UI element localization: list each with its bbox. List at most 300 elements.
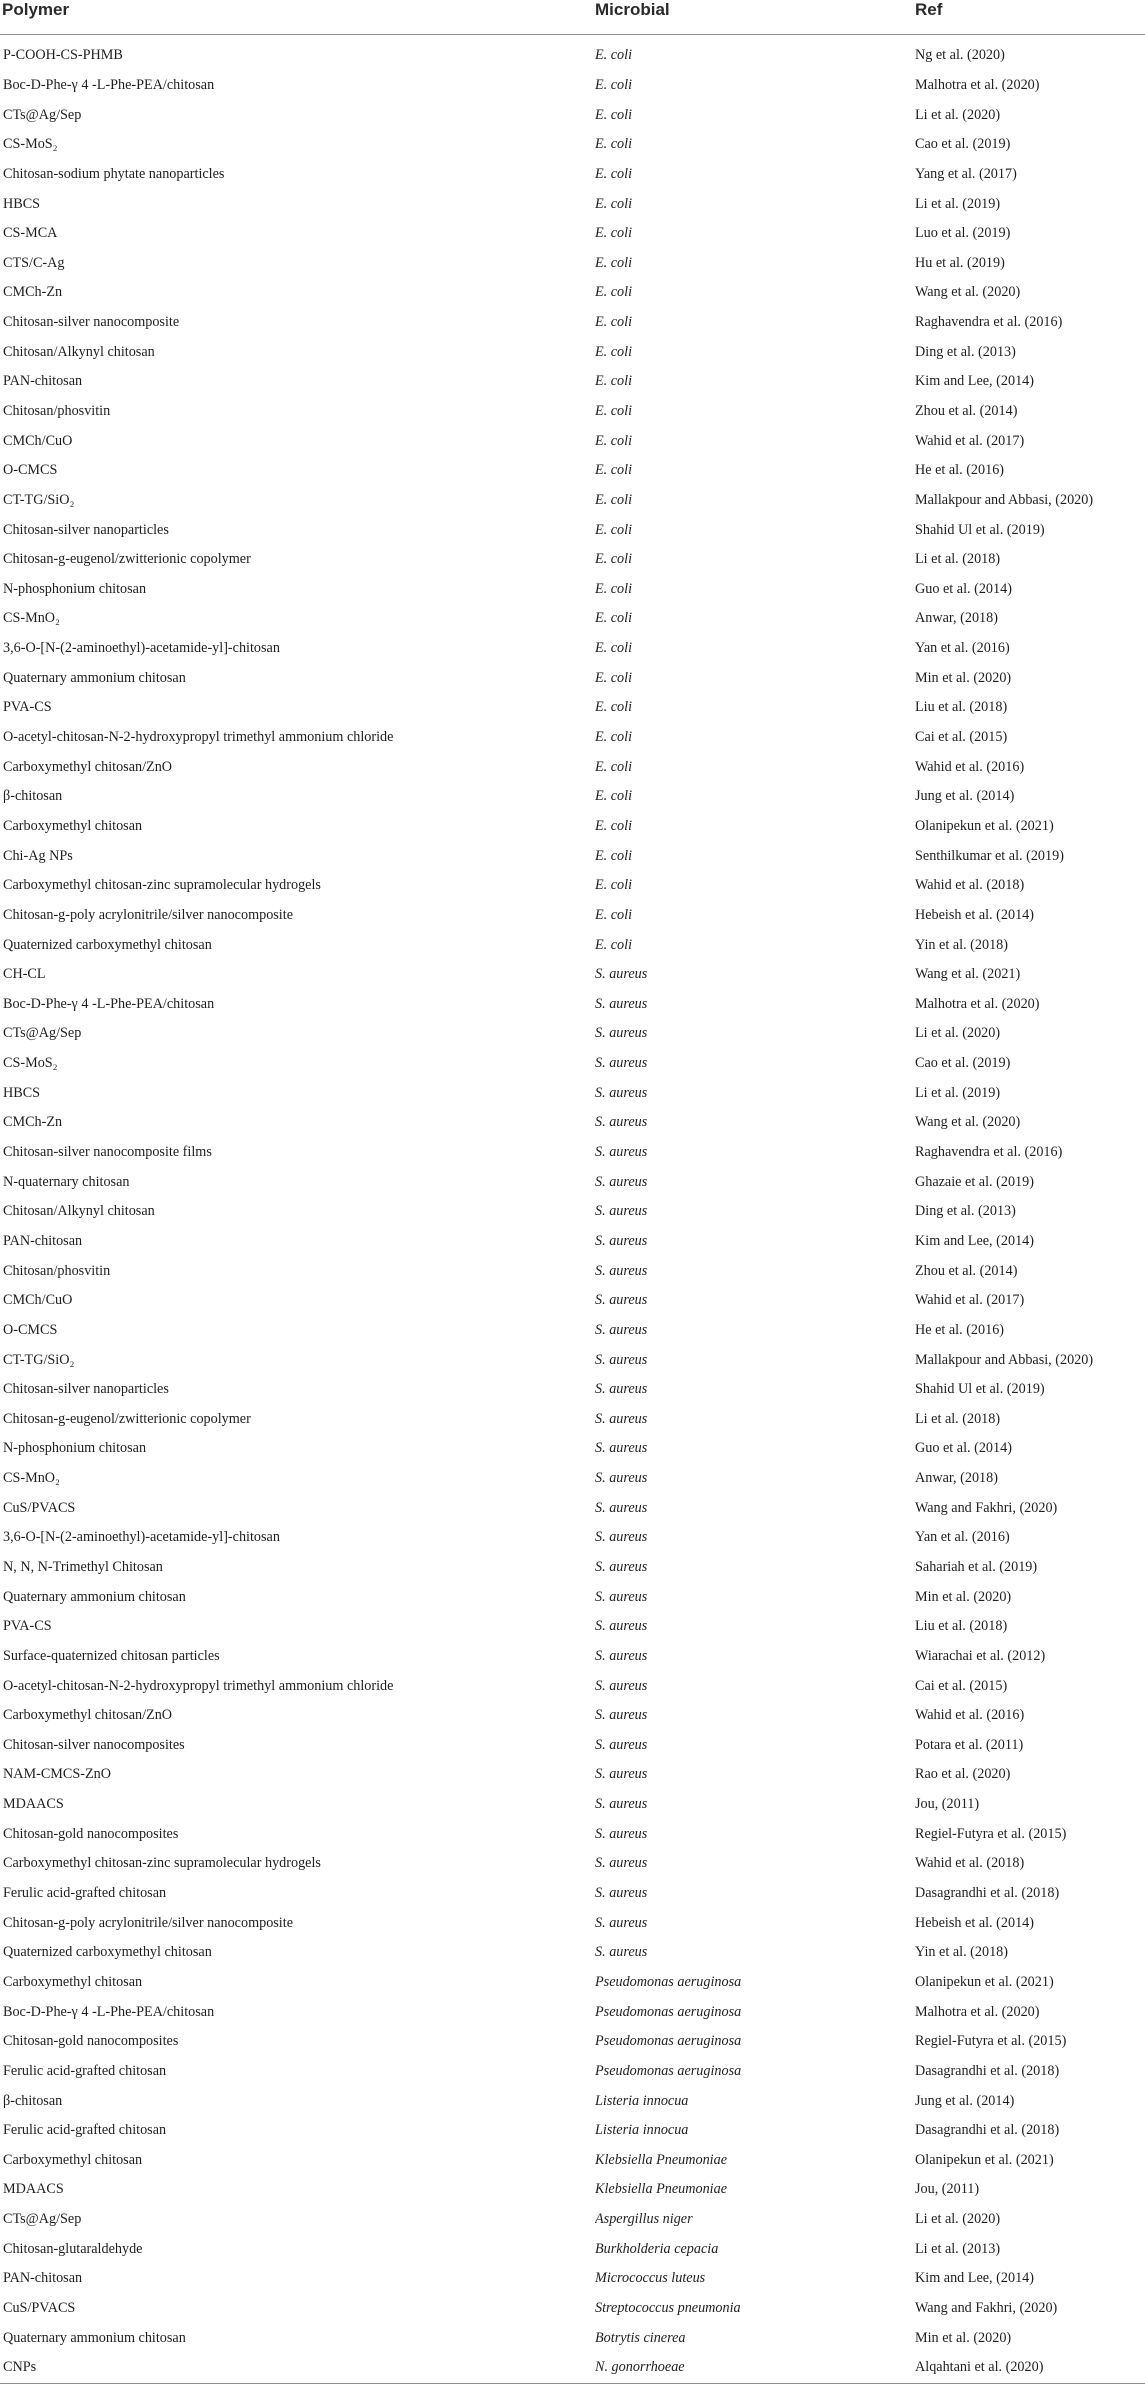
microbial-cell: E. coli — [595, 610, 633, 627]
microbial-cell: E. coli — [595, 373, 633, 390]
ref-cell: Regiel-Futyra et al. (2015) — [915, 2033, 1067, 2050]
ref-cell: Jung et al. (2014) — [915, 2092, 1015, 2109]
polymer-cell: CuS/PVACS — [3, 2300, 76, 2316]
ref-cell: Zhou et al. (2014) — [915, 403, 1018, 419]
ref-cell: Mallakpour and Abbasi, (2020) — [915, 491, 1094, 508]
polymer-cell: PAN-chitosan — [3, 1232, 83, 1249]
microbial-cell: S. aureus — [595, 1114, 648, 1131]
table-header — [0, 0, 1145, 35]
microbial-cell: S. aureus — [595, 1529, 648, 1546]
microbial-cell: S. aureus — [595, 1381, 648, 1398]
polymer-cell: CuS/PVACS — [3, 1499, 76, 1516]
ref-cell: Yan et al. (2016) — [915, 640, 1010, 657]
microbial-cell: E. coli — [595, 906, 633, 923]
table-row — [0, 990, 1145, 1020]
table-row — [0, 1968, 1145, 1998]
polymer-cell: Chitosan-g-eugenol/zwitterionic copolymer — [3, 551, 251, 568]
microbial-cell: E. coli — [595, 817, 633, 834]
microbial-cell: E. coli — [595, 314, 633, 331]
ref-cell: Li et al. (2018) — [915, 551, 1001, 568]
polymer-cell: CS-MoS₂ — [3, 136, 58, 153]
polymer-cell: CMCh-Zn — [3, 284, 63, 301]
ref-cell: Guo et al. (2014) — [915, 1440, 1012, 1457]
table-row — [0, 1286, 1145, 1316]
ref-cell: Olanipekun et al. (2021) — [915, 2151, 1054, 2168]
table-row — [0, 337, 1145, 367]
table-row — [0, 35, 1145, 71]
microbial-cell: E. coli — [595, 491, 633, 508]
table-row — [0, 1167, 1145, 1197]
microbial-cell: S. aureus — [595, 1914, 648, 1931]
table-row — [0, 1316, 1145, 1346]
polymer-cell: Chitosan/Alkynyl chitosan — [3, 1203, 155, 1220]
microbial-cell: S. aureus — [595, 1292, 648, 1309]
table-row — [0, 130, 1145, 160]
polymer-cell: Ferulic acid-grafted chitosan — [3, 2062, 167, 2079]
microbial-cell: E. coli — [595, 47, 633, 64]
ref-cell: Wahid et al. (2018) — [915, 877, 1025, 894]
polymer-cell: CT-TG/SiO₂ — [3, 491, 75, 508]
microbial-cell: S. aureus — [595, 1173, 648, 1190]
microbial-cell: Pseudomonas aeruginosa — [595, 2003, 742, 2020]
table-row — [0, 575, 1145, 605]
polymer-cell: CMCh/CuO — [3, 1292, 73, 1309]
table-row — [0, 2205, 1145, 2235]
ref-cell: Anwar, (2018) — [915, 610, 998, 627]
polymer-cell: Chitosan-sodium phytate nanoparticles — [3, 165, 225, 182]
table-row — [0, 1404, 1145, 1434]
polymer-cell: CS-MnO₂ — [3, 1470, 60, 1487]
table-row — [0, 1256, 1145, 1286]
polymer-cell: PAN-chitosan — [3, 373, 83, 390]
microbial-cell: S. aureus — [595, 966, 648, 983]
ref-cell: Dasagrandhi et al. (2018) — [915, 2062, 1060, 2079]
polymer-cell: CNPs — [0, 2353, 595, 2383]
microbial-cell: Pseudomonas aeruginosa — [595, 2033, 742, 2050]
polymer-cell: 3,6-O-[N-(2-aminoethyl)-acetamide-yl]-chitosan — [3, 1529, 280, 1546]
microbial-cell: S. aureus — [595, 1203, 648, 1220]
microbial-cell: S. aureus — [595, 1055, 648, 1072]
table-row — [0, 1908, 1145, 1938]
ref-cell: Kim and Lee, (2014) — [915, 373, 1034, 390]
polymer-cell: O-acetyl-chitosan-N-2-hydroxypropyl trimethyl ammonium chloride — [3, 729, 394, 746]
microbial-cell: E. coli — [595, 551, 633, 568]
microbial-cell: E. coli — [595, 699, 633, 716]
ref-cell: Cao et al. (2019) — [915, 1055, 1011, 1072]
microbial-cell: E. coli — [595, 136, 633, 153]
table-row — [0, 397, 1145, 427]
polymer-cell: CTs@Ag/Sep — [3, 1025, 82, 1042]
polymer-cell: Chitosan-g-poly acrylonitrile/silver nanocomposite — [3, 906, 293, 923]
table-row — [0, 901, 1145, 931]
polymer-cell: O-CMCS — [3, 462, 58, 479]
polymer-cell: Quaternized carboxymethyl chitosan — [3, 1944, 212, 1961]
ref-cell: Jou, (2011) — [915, 1796, 980, 1813]
table-row — [0, 1019, 1145, 1049]
table-row — [0, 1464, 1145, 1494]
ref-cell: Wang et al. (2020) — [915, 1114, 1021, 1131]
table-row — [0, 841, 1145, 871]
microbial-cell: S. aureus — [595, 1944, 648, 1961]
table-row — [0, 426, 1145, 456]
microbial-cell: S. aureus — [595, 1766, 648, 1783]
polymer-cell: CH-CL — [3, 966, 46, 983]
table-row — [0, 2086, 1145, 2116]
polymer-cell: Chitosan-silver nanocomposite — [3, 314, 180, 331]
ref-cell: Hu et al. (2019) — [915, 254, 1005, 271]
polymer-cell: P-COOH-CS-PHMB — [3, 47, 123, 64]
table-row — [0, 1227, 1145, 1257]
microbial-cell: S. aureus — [595, 1262, 648, 1279]
polymer-cell: PAN-chitosan — [3, 2270, 83, 2287]
ref-cell: Malhotra et al. (2020) — [915, 2003, 1040, 2020]
table-row — [0, 1819, 1145, 1849]
microbial-cell: S. aureus — [595, 1025, 648, 1042]
table-row — [0, 1701, 1145, 1731]
polymer-cell: N-phosphonium chitosan — [3, 1440, 147, 1457]
ref-cell: Malhotra et al. (2020) — [915, 995, 1040, 1012]
ref-cell: Li et al. (2020) — [915, 106, 1001, 123]
ref-cell: Min et al. (2020) — [915, 2329, 1012, 2346]
polymer-column-header: Polymer — [0, 0, 595, 35]
ref-cell: Hebeish et al. (2014) — [915, 1914, 1034, 1931]
table-row — [0, 663, 1145, 693]
polymer-cell: Carboxymethyl chitosan — [3, 1973, 143, 1990]
ref-cell: Yan et al. (2016) — [915, 1529, 1010, 1546]
ref-cell: Olanipekun et al. (2021) — [915, 817, 1054, 834]
table-row — [0, 782, 1145, 812]
table-row — [0, 2264, 1145, 2294]
ref-cell: Luo et al. (2019) — [915, 225, 1011, 242]
polymer-cell: O-CMCS — [3, 1321, 58, 1338]
ref-cell: Zhou et al. (2014) — [915, 1262, 1018, 1279]
ref-cell: Li et al. (2019) — [915, 195, 1001, 212]
ref-cell: Wahid et al. (2018) — [915, 1855, 1025, 1872]
header-row — [0, 0, 1145, 35]
ref-cell: Liu et al. (2018) — [915, 699, 1008, 716]
polymer-cell: O-acetyl-chitosan-N-2-hydroxypropyl trimethyl ammonium chloride — [3, 1677, 394, 1694]
ref-cell: Dasagrandhi et al. (2018) — [915, 1885, 1060, 1902]
microbial-cell: S. aureus — [595, 1440, 648, 1457]
table-row — [0, 1790, 1145, 1820]
polymer-cell: N-phosphonium chitosan — [3, 580, 147, 597]
microbial-cell: S. aureus — [595, 1410, 648, 1427]
polymer-cell: Chitosan/Alkynyl chitosan — [3, 343, 155, 360]
ref-cell: Alqahtani et al. (2020) — [915, 2353, 1145, 2383]
polymer-cell: Carboxymethyl chitosan/ZnO — [3, 1707, 173, 1724]
microbial-cell: E. coli — [595, 758, 633, 775]
microbial-cell: E. coli — [595, 403, 633, 419]
ref-cell: Cai et al. (2015) — [915, 1677, 1008, 1694]
table-row — [0, 2116, 1145, 2146]
polymer-cell: Carboxymethyl chitosan — [3, 2151, 143, 2168]
polymer-cell: PVA-CS — [3, 699, 52, 716]
polymer-cell: Chi-Ag NPs — [3, 847, 73, 864]
microbial-cell: S. aureus — [595, 1321, 648, 1338]
microbial-cell: E. coli — [595, 788, 633, 805]
table-row — [0, 960, 1145, 990]
table-row — [0, 2294, 1145, 2324]
polymer-cell: CMCh/CuO — [3, 432, 73, 449]
polymer-cell: CS-MCA — [3, 225, 58, 242]
polymer-cell: CS-MoS₂ — [3, 1055, 58, 1072]
ref-cell: Li et al. (2019) — [915, 1084, 1001, 1101]
ref-cell: Jung et al. (2014) — [915, 788, 1015, 805]
table-row — [0, 1612, 1145, 1642]
microbial-cell: Klebsiella Pneumoniae — [595, 2181, 727, 2198]
microbial-cell: E. coli — [595, 76, 633, 93]
ref-cell: Wahid et al. (2017) — [915, 432, 1025, 449]
ref-cell: Cai et al. (2015) — [915, 729, 1008, 746]
table-row — [0, 160, 1145, 190]
microbial-cell: S. aureus — [595, 1647, 648, 1664]
microbial-cell: S. aureus — [595, 1707, 648, 1724]
table-row — [0, 930, 1145, 960]
table-row — [0, 1049, 1145, 1079]
ref-cell: Yang et al. (2017) — [915, 165, 1017, 182]
microbial-cell: Burkholderia cepacia — [595, 2240, 719, 2257]
polymer-cell: 3,6-O-[N-(2-aminoethyl)-acetamide-yl]-chitosan — [3, 640, 280, 657]
table-row — [0, 456, 1145, 486]
microbial-cell: S. aureus — [595, 1677, 648, 1694]
ref-cell: Ding et al. (2013) — [915, 343, 1016, 360]
polymer-cell: Quaternary ammonium chitosan — [3, 669, 186, 686]
table-row — [0, 1108, 1145, 1138]
polymer-cell: Boc-D-Phe-γ 4 -L-Phe-PEA/chitosan — [3, 2003, 215, 2020]
polymer-cell: Quaternary ammonium chitosan — [3, 1588, 186, 1605]
polymer-cell: Chitosan-g-eugenol/zwitterionic copolymer — [3, 1410, 251, 1427]
microbial-cell: E. coli — [595, 729, 633, 746]
microbial-cell: S. aureus — [595, 995, 648, 1012]
polymer-cell: Carboxymethyl chitosan-zinc supramolecular hydrogels — [3, 1855, 321, 1872]
table-row — [0, 752, 1145, 782]
polymer-cell: Chitosan-g-poly acrylonitrile/silver nanocomposite — [3, 1914, 293, 1931]
ref-column-header: Ref — [915, 0, 1145, 35]
ref-cell: Sahariah et al. (2019) — [915, 1558, 1038, 1575]
polymer-cell: CTs@Ag/Sep — [3, 106, 82, 123]
ref-cell: Li et al. (2013) — [915, 2240, 1001, 2257]
ref-cell: Liu et al. (2018) — [915, 1618, 1008, 1635]
table-row — [0, 1938, 1145, 1968]
polymer-cell: Chitosan-silver nanocomposites — [3, 1736, 185, 1753]
polymer-cell: Boc-D-Phe-γ 4 -L-Phe-PEA/chitosan — [3, 76, 215, 93]
ref-cell: Wang and Fakhri, (2020) — [915, 2300, 1058, 2316]
polymer-cell: Quaternary ammonium chitosan — [3, 2329, 186, 2346]
ref-cell: Jou, (2011) — [915, 2181, 980, 2198]
table-row — [0, 1078, 1145, 1108]
microbial-cell: S. aureus — [595, 1499, 648, 1516]
table-row — [0, 100, 1145, 130]
table-row — [0, 486, 1145, 516]
polymer-cell: Chitosan-glutaraldehyde — [3, 2240, 143, 2257]
microbial-cell: E. coli — [595, 343, 633, 360]
table-row — [0, 693, 1145, 723]
polymer-cell: MDAACS — [3, 2181, 64, 2198]
table-row — [0, 1553, 1145, 1583]
microbial-cell: S. aureus — [595, 1885, 648, 1902]
microbial-cell: S. aureus — [595, 1351, 648, 1368]
ref-cell: Wang and Fakhri, (2020) — [915, 1499, 1058, 1516]
polymer-cell: Ferulic acid-grafted chitosan — [3, 2122, 167, 2139]
ref-cell: He et al. (2016) — [915, 462, 1005, 479]
ref-cell: Wang et al. (2021) — [915, 966, 1021, 983]
ref-cell: Raghavendra et al. (2016) — [915, 1144, 1063, 1161]
polymer-cell: PVA-CS — [3, 1618, 52, 1635]
table-row — [0, 723, 1145, 753]
polymer-cell: Ferulic acid-grafted chitosan — [3, 1885, 167, 1902]
ref-cell: Yin et al. (2018) — [915, 1944, 1008, 1961]
polymer-cell: Chitosan/phosvitin — [3, 1262, 111, 1279]
table-row — [0, 1375, 1145, 1405]
ref-cell: Yin et al. (2018) — [915, 936, 1008, 953]
microbial-cell: E. coli — [595, 165, 633, 182]
microbial-cell: E. coli — [595, 195, 633, 212]
microbial-cell: Micrococcus luteus — [595, 2270, 706, 2287]
microbial-cell: E. coli — [595, 580, 633, 597]
ref-cell: Shahid Ul et al. (2019) — [915, 521, 1045, 538]
microbial-cell: E. coli — [595, 877, 633, 894]
microbial-cell: Klebsiella Pneumoniae — [595, 2151, 727, 2168]
table-row — [0, 2027, 1145, 2057]
polymer-cell: Quaternized carboxymethyl chitosan — [3, 936, 212, 953]
polymer-cell: Boc-D-Phe-γ 4 -L-Phe-PEA/chitosan — [3, 995, 215, 1012]
microbial-cell: E. coli — [595, 432, 633, 449]
table-row — [0, 248, 1145, 278]
table-row — [0, 1671, 1145, 1701]
microbial-cell: Pseudomonas aeruginosa — [595, 1973, 742, 1990]
ref-cell: Ghazaie et al. (2019) — [915, 1173, 1034, 1190]
ref-cell: Regiel-Futyra et al. (2015) — [915, 1825, 1067, 1842]
table-row — [0, 2353, 1145, 2383]
polymer-cell: β-chitosan — [3, 788, 63, 805]
ref-cell: Guo et al. (2014) — [915, 580, 1012, 597]
ref-cell: Dasagrandhi et al. (2018) — [915, 2122, 1060, 2139]
polymer-cell: MDAACS — [3, 1796, 64, 1813]
microbial-column-header: Microbial — [595, 0, 915, 35]
polymer-cell: Chitosan/phosvitin — [3, 403, 111, 419]
table-row — [0, 1493, 1145, 1523]
ref-cell: Malhotra et al. (2020) — [915, 76, 1040, 93]
table-row — [0, 871, 1145, 901]
ref-cell: Potara et al. (2011) — [915, 1736, 1024, 1753]
ref-cell: Rao et al. (2020) — [915, 1766, 1011, 1783]
ref-cell: Wahid et al. (2016) — [915, 758, 1025, 775]
microbial-cell: Listeria innocua — [595, 2092, 689, 2109]
table-body — [0, 35, 1145, 2384]
table-row — [0, 1760, 1145, 1790]
polymer-cell: NAM-CMCS-ZnO — [3, 1766, 111, 1783]
ref-cell: He et al. (2016) — [915, 1321, 1005, 1338]
table-row — [0, 1197, 1145, 1227]
microbial-cell: E. coli — [595, 225, 633, 242]
microbial-cell: S. aureus — [595, 1558, 648, 1575]
polymer-cell: β-chitosan — [3, 2092, 63, 2109]
ref-cell: Kim and Lee, (2014) — [915, 2270, 1034, 2287]
microbial-cell: E. coli — [595, 521, 633, 538]
polymer-cell: HBCS — [3, 1084, 41, 1101]
polymer-cell: CT-TG/SiO₂ — [3, 1351, 75, 1368]
microbial-cell: S. aureus — [595, 1084, 648, 1101]
table-row — [0, 2057, 1145, 2087]
table-row — [0, 1138, 1145, 1168]
table-row — [0, 1642, 1145, 1672]
ref-cell: Mallakpour and Abbasi, (2020) — [915, 1351, 1094, 1368]
microbial-cell: Listeria innocua — [595, 2122, 689, 2139]
microbial-cell: Botrytis cinerea — [595, 2329, 686, 2346]
table-row — [0, 278, 1145, 308]
ref-cell: Min et al. (2020) — [915, 669, 1012, 686]
table-row — [0, 634, 1145, 664]
table-row — [0, 1434, 1145, 1464]
microbial-cell: E. coli — [595, 284, 633, 301]
microbial-cell: E. coli — [595, 936, 633, 953]
ref-cell: Li et al. (2020) — [915, 1025, 1001, 1042]
polymer-cell: Chitosan-silver nanoparticles — [3, 521, 169, 538]
microbial-cell: E. coli — [595, 106, 633, 123]
table-row — [0, 71, 1145, 101]
table-row — [0, 1879, 1145, 1909]
polymer-cell: Carboxymethyl chitosan-zinc supramolecular hydrogels — [3, 877, 321, 894]
table-row — [0, 367, 1145, 397]
table-row — [0, 308, 1145, 338]
polymer-cell: Chitosan-silver nanoparticles — [3, 1381, 169, 1398]
polymer-cell: N-quaternary chitosan — [3, 1173, 130, 1190]
microbial-cell: E. coli — [595, 847, 633, 864]
microbial-cell: Pseudomonas aeruginosa — [595, 2062, 742, 2079]
ref-cell: Cao et al. (2019) — [915, 136, 1011, 153]
polymer-cell: CTS/C-Ag — [3, 254, 65, 271]
microbial-cell: S. aureus — [595, 1825, 648, 1842]
ref-cell: Wahid et al. (2017) — [915, 1292, 1025, 1309]
table-row — [0, 2234, 1145, 2264]
ref-cell: Senthilkumar et al. (2019) — [915, 847, 1064, 864]
microbial-cell: E. coli — [595, 462, 633, 479]
table-row — [0, 219, 1145, 249]
polymer-cell: HBCS — [3, 195, 41, 212]
polymer-cell: N, N, N-Trimethyl Chitosan — [3, 1558, 163, 1575]
microbial-cell: S. aureus — [595, 1618, 648, 1635]
table-row — [0, 1582, 1145, 1612]
table-row — [0, 1523, 1145, 1553]
table-row — [0, 1731, 1145, 1761]
ref-cell: Olanipekun et al. (2021) — [915, 1973, 1054, 1990]
polymer-cell: CTs@Ag/Sep — [3, 2211, 82, 2228]
ref-cell: Shahid Ul et al. (2019) — [915, 1381, 1045, 1398]
microbial-cell: Aspergillus niger — [595, 2211, 693, 2228]
table-row — [0, 2175, 1145, 2205]
microbial-cell: S. aureus — [595, 1736, 648, 1753]
table-row — [0, 189, 1145, 219]
table-row — [0, 2145, 1145, 2175]
polymer-cell: Chitosan-gold nanocomposites — [3, 1825, 179, 1842]
ref-cell: Ng et al. (2020) — [915, 47, 1005, 64]
ref-cell: Wahid et al. (2016) — [915, 1707, 1025, 1724]
microbial-cell: Streptococcus pneumonia — [595, 2300, 741, 2316]
ref-cell: Wiarachai et al. (2012) — [915, 1647, 1046, 1664]
polymer-cell: Chitosan-silver nanocomposite films — [3, 1144, 212, 1161]
table-row — [0, 812, 1145, 842]
table-row — [0, 1849, 1145, 1879]
polymer-cell: CS-MnO₂ — [3, 610, 60, 627]
microbial-cell: N. gonorrhoeae — [595, 2353, 915, 2383]
ref-cell: Min et al. (2020) — [915, 1588, 1012, 1605]
table-row — [0, 515, 1145, 545]
table-row — [0, 545, 1145, 575]
table-row — [0, 2323, 1145, 2353]
polymer-cell: Carboxymethyl chitosan — [3, 817, 143, 834]
microbial-cell: S. aureus — [595, 1470, 648, 1487]
table-row — [0, 1345, 1145, 1375]
